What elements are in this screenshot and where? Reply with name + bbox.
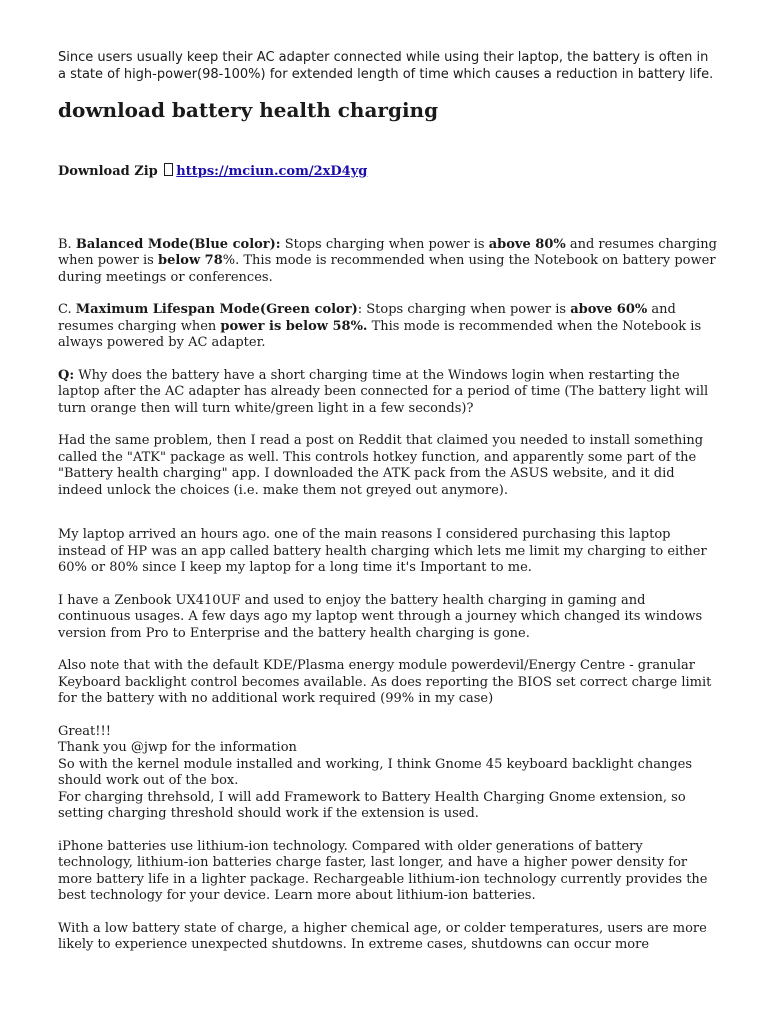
balanced-text-2: and resumes charging when power is: [58, 236, 717, 268]
lifespan-prefix: C.: [58, 302, 76, 317]
paragraph-iphone: iPhone batteries use lithium-ion technology. Compared with older generations of battery technology, lithium-ion batteries charge faster, last longer, and have a higher power density for more battery life in a lighter package. Rechargeable lithium-ion technology currently provides the best technology for your device. Learn more about lithium-ion batteries.: [58, 838, 708, 903]
question-label: Q:: [58, 367, 75, 383]
great-line-2: Thank you @jwp for the information: [58, 740, 297, 755]
page-title: download battery health charging: [58, 98, 439, 122]
question-paragraph: [58, 368, 718, 418]
intro-paragraph: Since users usually keep their AC adapter connected while using their laptop, the battery is often in a state of high-power(98-100%) for extended length of time which causes a reduction in battery life.: [58, 50, 714, 82]
paragraph-great: [58, 724, 718, 823]
great-line-3: So with the kernel module installed and working, I think Gnome 45 keyboard backlight changes should work out of the box.: [58, 756, 693, 788]
lifespan-text-2: and resumes charging when: [58, 302, 676, 334]
paragraph-laptop-arrived: My laptop arrived an hours ago. one of the main reasons I considered purchasing this laptop instead of HP was an app called battery health charging which lets me limit my charging to either 60% or 80% since I keep my laptop for a long time it's Important to me.: [58, 527, 707, 575]
balanced-prefix: B.: [58, 236, 76, 252]
download-line: [58, 163, 718, 181]
balanced-text-3: %. This mode is recommended when using the Notebook on battery power during meetings or conferences.: [58, 253, 716, 285]
balanced-text-1: Stops charging when power is: [280, 236, 489, 252]
document-body: [58, 50, 718, 970]
paragraph-low-battery: With a low battery state of charge, a higher chemical age, or colder temperatures, users are more likely to experience unexpected shutdowns. In extreme cases, shutdowns can occur more: [58, 920, 707, 952]
paragraph-zenbook: I have a Zenbook UX410UF and used to enjoy the battery health charging in gaming and continuous usages. A few days ago my laptop went through a journey which changed its windows version from Pro to Enterprise and the battery health charging is gone.: [58, 592, 703, 641]
balanced-mode-paragraph: [58, 237, 718, 287]
question-text: Why does the battery have a short charging time at the Windows login when restarting the laptop after the AC adapter has already been connected for a period of time (The battery light will turn orange then will turn white/green light in a few seconds)?: [58, 367, 709, 416]
balanced-below: below 78: [157, 253, 223, 268]
lifespan-below: power is below 58%.: [220, 318, 368, 334]
lifespan-above: above 60%: [570, 302, 648, 317]
paragraph-kde: Also note that with the default KDE/Plasma energy module powerdevil/Energy Centre - granular Keyboard backlight control becomes available. As does reporting the BIOS set correct charge limit for the battery with no additional work required (99% in my case): [58, 658, 712, 706]
lifespan-text-3: This mode is recommended when the Notebook is always powered by AC adapter.: [58, 318, 702, 350]
balanced-mode-label: Balanced Mode(Blue color):: [75, 236, 281, 252]
lifespan-text-1: : Stops charging when power is: [357, 302, 571, 317]
great-line-1: Great!!!: [58, 723, 111, 739]
great-line-4: For charging threhsold, I will add Framework to Battery Health Charging Gnome extension, so setting charging threshold should work if the extension is used.: [58, 789, 686, 821]
lifespan-mode-label: Maximum Lifespan Mode(Green color): [75, 302, 358, 317]
balanced-above: above 80%: [488, 236, 566, 252]
download-link[interactable]: https://mciun.com/2xD4yg: [176, 164, 368, 179]
arrow-icon: [164, 163, 173, 176]
paragraph-atk: Had the same problem, then I read a post on Reddit that claimed you needed to install something called the "ATK" package as well. This controls hotkey function, and apparently some part of the "Battery health charging" app. I downloaded the ATK pack from the ASUS website, and it did indeed unlock the choices (i.e. make them not greyed out anymore).: [58, 433, 704, 498]
lifespan-mode-paragraph: [58, 302, 718, 352]
download-label: Download Zip: [58, 164, 158, 179]
